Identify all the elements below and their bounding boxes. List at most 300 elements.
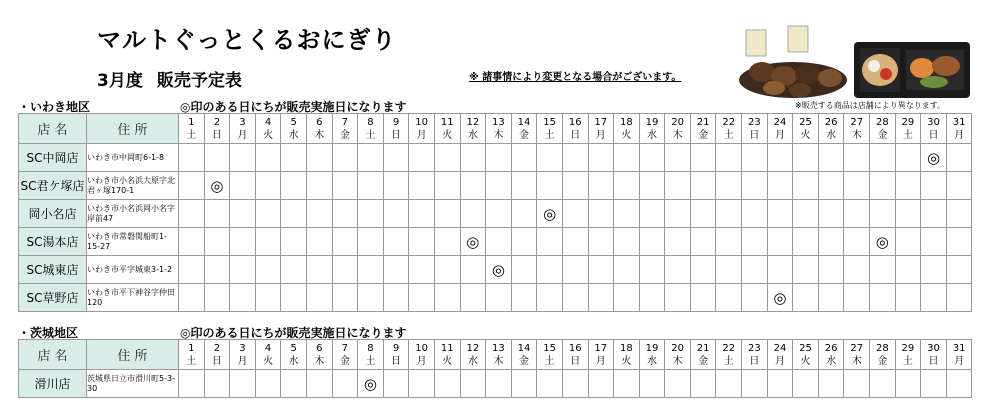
weekday-label: 日 xyxy=(749,129,760,141)
day-cell xyxy=(690,144,716,172)
day-number: 23 xyxy=(747,342,761,354)
day-cell xyxy=(614,284,640,312)
day-cell xyxy=(537,200,563,228)
day-header xyxy=(588,114,614,144)
store-address: いわき市平字城東3-1-2 xyxy=(87,256,179,284)
day-cell xyxy=(716,144,742,172)
store-column-header: 店 名 xyxy=(19,114,87,144)
day-cell xyxy=(306,370,332,398)
day-cell xyxy=(818,172,844,200)
day-cell xyxy=(742,256,768,284)
day-number: 18 xyxy=(620,342,633,354)
store-name: SC湯本店 xyxy=(19,228,87,256)
day-cell xyxy=(281,228,307,256)
day-header xyxy=(946,114,972,144)
day-cell xyxy=(434,200,460,228)
weekday-label: 火 xyxy=(621,129,632,141)
day-cell xyxy=(562,370,588,398)
day-cell xyxy=(844,256,870,284)
day-cell xyxy=(230,370,256,398)
day-cell xyxy=(665,284,691,312)
day-cell xyxy=(588,200,614,228)
photo-note: ※販売する商品は店舗により異なります。 xyxy=(795,101,946,110)
day-cell xyxy=(946,228,972,256)
weekday-label: 水 xyxy=(826,355,837,367)
day-cell xyxy=(281,370,307,398)
header-row xyxy=(19,114,972,144)
weekday-label: 火 xyxy=(800,129,811,141)
store-name: SC君ケ塚店 xyxy=(19,172,87,200)
day-header xyxy=(204,340,230,370)
weekday-label: 土 xyxy=(186,355,197,367)
day-number: 3 xyxy=(239,116,246,128)
day-cell xyxy=(895,228,921,256)
day-cell xyxy=(665,144,691,172)
day-cell xyxy=(434,228,460,256)
weekday-label: 土 xyxy=(902,129,913,141)
day-header xyxy=(844,114,870,144)
day-number: 28 xyxy=(875,342,889,354)
day-cell xyxy=(921,228,947,256)
day-number: 26 xyxy=(824,342,838,354)
day-cell xyxy=(742,144,768,172)
day-cell xyxy=(818,370,844,398)
weekday-label: 火 xyxy=(442,129,453,141)
day-header xyxy=(306,114,332,144)
day-cell xyxy=(511,200,537,228)
day-cell xyxy=(537,370,563,398)
day-number: 29 xyxy=(901,116,915,128)
day-cell xyxy=(818,228,844,256)
day-cell xyxy=(767,200,793,228)
day-header xyxy=(946,340,972,370)
day-cell xyxy=(562,200,588,228)
day-number: 28 xyxy=(875,116,889,128)
day-number: 9 xyxy=(392,342,400,354)
day-number: 10 xyxy=(415,116,428,128)
day-cell xyxy=(690,172,716,200)
weekday-label: 日 xyxy=(211,129,222,141)
day-cell xyxy=(332,144,358,172)
day-cell xyxy=(588,256,614,284)
sale-day-mark: ◎ xyxy=(210,176,224,195)
day-cell xyxy=(306,144,332,172)
day-cell xyxy=(358,228,384,256)
day-number: 19 xyxy=(645,116,659,128)
page-title: マルトぐっとくるおにぎり xyxy=(97,26,397,54)
day-cell xyxy=(332,284,358,312)
day-header xyxy=(306,340,332,370)
day-cell xyxy=(639,200,665,228)
weekday-label: 月 xyxy=(954,355,965,367)
weekday-label: 日 xyxy=(570,355,581,367)
day-header xyxy=(537,340,563,370)
legend-iwaki: ◎印のある日にちが販売実施日になります xyxy=(180,100,407,114)
day-cell xyxy=(639,144,665,172)
day-cell xyxy=(511,228,537,256)
day-header xyxy=(844,340,870,370)
day-cell xyxy=(255,144,281,172)
day-cell xyxy=(818,284,844,312)
day-cell xyxy=(511,172,537,200)
day-cell xyxy=(844,370,870,398)
day-cell xyxy=(818,144,844,172)
day-header xyxy=(332,114,358,144)
day-number: 24 xyxy=(773,116,787,128)
day-cell xyxy=(358,172,384,200)
day-number: 7 xyxy=(341,342,349,354)
day-header xyxy=(639,114,665,144)
day-cell xyxy=(614,256,640,284)
day-cell xyxy=(870,256,896,284)
day-cell xyxy=(383,370,409,398)
day-cell xyxy=(793,200,819,228)
day-cell xyxy=(614,144,640,172)
sale-day-mark: ◎ xyxy=(926,148,941,167)
day-number: 8 xyxy=(367,342,374,354)
day-number: 24 xyxy=(773,342,787,354)
weekday-label: 金 xyxy=(698,129,709,141)
day-cell xyxy=(716,256,742,284)
day-cell xyxy=(383,144,409,172)
day-cell xyxy=(230,172,256,200)
day-cell xyxy=(895,144,921,172)
day-cell xyxy=(562,144,588,172)
day-header xyxy=(614,340,640,370)
day-cell xyxy=(921,200,947,228)
store-address: いわき市常磐関船町1-15-27 xyxy=(87,228,179,256)
day-cell xyxy=(179,172,205,200)
weekday-label: 日 xyxy=(570,129,581,141)
day-cell xyxy=(179,228,205,256)
day-cell xyxy=(281,284,307,312)
day-cell xyxy=(870,144,896,172)
weekday-label: 金 xyxy=(698,355,709,367)
day-cell xyxy=(230,228,256,256)
day-cell xyxy=(204,228,230,256)
day-header xyxy=(409,340,435,370)
day-cell xyxy=(742,284,768,312)
day-cell xyxy=(281,256,307,284)
day-cell xyxy=(537,284,563,312)
day-cell xyxy=(434,284,460,312)
weekday-label: 木 xyxy=(672,355,683,367)
day-cell xyxy=(511,370,537,398)
day-number: 25 xyxy=(799,116,812,128)
day-cell xyxy=(665,228,691,256)
weekday-label: 土 xyxy=(723,129,734,141)
day-cell xyxy=(665,370,691,398)
day-number: 11 xyxy=(440,342,454,354)
day-cell xyxy=(358,284,384,312)
day-cell xyxy=(204,370,230,398)
day-number: 1 xyxy=(188,116,195,128)
day-cell xyxy=(716,284,742,312)
day-cell xyxy=(895,200,921,228)
day-cell xyxy=(946,370,972,398)
day-cell xyxy=(767,256,793,284)
day-cell xyxy=(690,370,716,398)
weekday-label: 金 xyxy=(339,129,350,141)
day-number: 14 xyxy=(517,342,531,354)
day-cell xyxy=(562,228,588,256)
day-cell xyxy=(486,284,512,312)
day-cell xyxy=(921,144,947,172)
table-row xyxy=(19,256,972,284)
day-cell xyxy=(946,200,972,228)
table-row xyxy=(19,228,972,256)
day-cell xyxy=(639,370,665,398)
day-cell xyxy=(537,228,563,256)
table-row xyxy=(19,144,972,172)
day-cell xyxy=(742,370,768,398)
day-number: 12 xyxy=(466,116,480,128)
day-cell xyxy=(895,284,921,312)
day-cell xyxy=(204,200,230,228)
day-header xyxy=(358,114,384,144)
day-cell xyxy=(690,200,716,228)
region-title-iwaki: ・いわき地区 xyxy=(18,100,91,114)
day-cell xyxy=(614,200,640,228)
day-header xyxy=(511,340,537,370)
day-number: 19 xyxy=(645,342,659,354)
day-cell xyxy=(332,256,358,284)
day-cell xyxy=(562,284,588,312)
day-cell xyxy=(383,256,409,284)
day-cell xyxy=(179,144,205,172)
day-cell xyxy=(281,144,307,172)
day-cell xyxy=(716,228,742,256)
weekday-label: 水 xyxy=(288,129,299,141)
day-cell xyxy=(332,370,358,398)
day-cell xyxy=(255,200,281,228)
day-cell xyxy=(690,256,716,284)
day-cell xyxy=(844,144,870,172)
day-cell xyxy=(742,200,768,228)
day-number: 10 xyxy=(415,342,428,354)
weekday-label: 火 xyxy=(442,355,453,367)
day-number: 14 xyxy=(517,116,531,128)
sale-day-mark: ◎ xyxy=(773,288,787,307)
weekday-label: 水 xyxy=(646,129,657,141)
day-cell xyxy=(614,172,640,200)
day-number: 31 xyxy=(952,116,966,128)
day-header xyxy=(690,114,716,144)
day-cell xyxy=(639,228,665,256)
day-number: 17 xyxy=(594,116,608,128)
day-cell xyxy=(793,284,819,312)
store-column-header: 店 名 xyxy=(19,340,87,370)
day-number: 27 xyxy=(850,342,864,354)
schedule-table-iwaki xyxy=(18,113,972,312)
store-address: いわき市小名浜大原字北君ヶ塚170-1 xyxy=(87,172,179,200)
day-header xyxy=(562,340,588,370)
day-number: 21 xyxy=(696,342,710,354)
day-cell xyxy=(409,144,435,172)
weekday-label: 金 xyxy=(339,355,350,367)
day-cell xyxy=(767,284,793,312)
day-header xyxy=(742,114,768,144)
day-cell xyxy=(230,284,256,312)
day-cell xyxy=(409,200,435,228)
day-header xyxy=(230,340,256,370)
day-header xyxy=(665,114,691,144)
day-number: 3 xyxy=(239,342,246,354)
sale-day-mark: ◎ xyxy=(466,232,480,251)
weekday-label: 月 xyxy=(774,129,785,141)
day-cell xyxy=(895,370,921,398)
day-cell xyxy=(562,172,588,200)
day-cell xyxy=(537,172,563,200)
day-header xyxy=(767,340,793,370)
day-cell xyxy=(537,144,563,172)
day-cell xyxy=(486,144,512,172)
day-header xyxy=(793,340,819,370)
store-name: 岡小名店 xyxy=(19,200,87,228)
weekday-label: 土 xyxy=(544,129,555,141)
day-cell xyxy=(230,144,256,172)
weekday-label: 木 xyxy=(493,355,504,367)
day-header xyxy=(179,340,205,370)
day-number: 29 xyxy=(901,342,915,354)
month-label: 3月度 xyxy=(97,71,143,91)
store-name: SC草野店 xyxy=(19,284,87,312)
day-cell xyxy=(639,172,665,200)
weekday-label: 月 xyxy=(237,355,248,367)
onigiri-photo-image xyxy=(738,22,848,100)
day-cell xyxy=(793,144,819,172)
day-cell xyxy=(537,256,563,284)
day-cell xyxy=(486,200,512,228)
day-cell xyxy=(332,200,358,228)
day-cell xyxy=(434,172,460,200)
day-cell xyxy=(844,172,870,200)
day-cell xyxy=(767,228,793,256)
day-number: 1 xyxy=(188,342,195,354)
weekday-label: 土 xyxy=(902,355,913,367)
day-cell xyxy=(844,228,870,256)
day-header xyxy=(486,114,512,144)
day-header xyxy=(383,114,409,144)
day-number: 5 xyxy=(290,116,297,128)
weekday-label: 月 xyxy=(237,129,248,141)
table-row xyxy=(19,172,972,200)
weekday-label: 土 xyxy=(365,129,376,141)
day-cell xyxy=(179,370,205,398)
day-cell xyxy=(767,172,793,200)
day-number: 9 xyxy=(392,116,400,128)
day-cell xyxy=(409,228,435,256)
day-cell xyxy=(486,370,512,398)
day-cell xyxy=(281,200,307,228)
day-cell xyxy=(409,284,435,312)
day-header xyxy=(588,340,614,370)
day-cell xyxy=(742,228,768,256)
day-cell xyxy=(332,228,358,256)
day-cell xyxy=(921,172,947,200)
legend-ibaraki: ◎印のある日にちが販売実施日になります xyxy=(180,326,407,340)
day-cell xyxy=(588,144,614,172)
day-number: 16 xyxy=(568,116,582,128)
day-cell xyxy=(665,200,691,228)
day-cell xyxy=(486,228,512,256)
day-header xyxy=(921,340,947,370)
day-number: 6 xyxy=(316,342,323,354)
day-number: 30 xyxy=(927,342,940,354)
day-cell xyxy=(639,256,665,284)
weekday-label: 日 xyxy=(391,355,402,367)
day-number: 15 xyxy=(543,342,556,354)
weekday-label: 金 xyxy=(519,355,530,367)
day-cell xyxy=(460,284,486,312)
day-number: 4 xyxy=(264,116,272,128)
day-cell xyxy=(255,172,281,200)
schedule-label: 販売予定表 xyxy=(156,71,242,91)
day-header xyxy=(434,114,460,144)
day-cell xyxy=(255,228,281,256)
day-cell xyxy=(230,256,256,284)
weekday-label: 月 xyxy=(774,355,785,367)
day-cell xyxy=(716,172,742,200)
weekday-label: 日 xyxy=(391,129,402,141)
day-cell xyxy=(460,144,486,172)
day-number: 20 xyxy=(671,342,684,354)
day-cell xyxy=(358,256,384,284)
schedule-table-ibaraki xyxy=(18,339,972,398)
day-cell xyxy=(511,284,537,312)
store-address: いわき市小名浜岡小名字岸前47 xyxy=(87,200,179,228)
day-number: 31 xyxy=(952,342,966,354)
day-cell xyxy=(870,370,896,398)
weekday-label: 土 xyxy=(723,355,734,367)
day-cell xyxy=(870,200,896,228)
weekday-label: 木 xyxy=(493,129,504,141)
day-cell xyxy=(946,172,972,200)
weekday-label: 日 xyxy=(749,355,760,367)
store-address: 茨城県日立市滑川町5-3-30 xyxy=(87,370,179,398)
day-cell xyxy=(460,228,486,256)
day-header xyxy=(281,114,307,144)
day-cell xyxy=(434,144,460,172)
day-header xyxy=(870,340,896,370)
day-header xyxy=(511,114,537,144)
day-cell xyxy=(767,370,793,398)
day-cell xyxy=(793,370,819,398)
day-number: 5 xyxy=(290,342,297,354)
weekday-label: 月 xyxy=(595,355,606,367)
day-cell xyxy=(179,200,205,228)
day-cell xyxy=(614,228,640,256)
day-header xyxy=(921,114,947,144)
day-cell xyxy=(204,284,230,312)
address-column-header: 住 所 xyxy=(87,340,179,370)
store-name: SC中岡店 xyxy=(19,144,87,172)
day-cell xyxy=(946,144,972,172)
day-cell xyxy=(255,370,281,398)
day-cell xyxy=(358,144,384,172)
day-cell xyxy=(383,172,409,200)
day-cell xyxy=(306,284,332,312)
day-cell xyxy=(665,256,691,284)
day-cell xyxy=(690,284,716,312)
day-number: 20 xyxy=(671,116,684,128)
weekday-label: 木 xyxy=(851,129,862,141)
day-cell xyxy=(358,200,384,228)
day-header xyxy=(281,340,307,370)
weekday-label: 土 xyxy=(186,129,197,141)
day-cell xyxy=(332,172,358,200)
day-cell xyxy=(588,172,614,200)
